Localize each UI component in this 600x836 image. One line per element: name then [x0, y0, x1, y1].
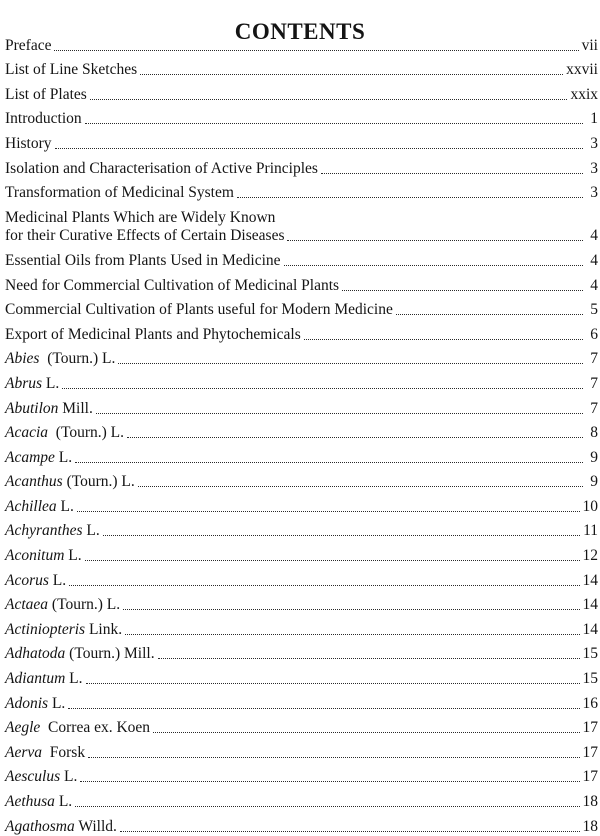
genus-name: Adonis: [5, 694, 49, 712]
entry-title: [5, 449, 72, 467]
genus-authority: Mill.: [62, 399, 93, 417]
entry-title-line-2: for their Curative Effects of Certain Diseases: [5, 227, 285, 245]
genus-name: Adiantum: [5, 670, 66, 688]
entry-title: [5, 818, 117, 836]
entry-title: [5, 350, 115, 368]
toc-entry-genus: [5, 663, 598, 688]
page-number: 9: [590, 448, 598, 466]
toc-entry-genus: [5, 590, 598, 615]
dot-leader: [80, 775, 579, 782]
toc-entry: [5, 104, 598, 129]
entry-title: [5, 424, 124, 442]
page-number: 6: [590, 325, 598, 343]
genus-name: Acanthus: [5, 473, 63, 491]
genus-name: Aethusa: [5, 793, 55, 810]
toc-entry-genus: [5, 762, 598, 787]
toc-entry-genus: [5, 491, 598, 516]
page-number: 7: [590, 399, 598, 417]
entry-title: [5, 670, 83, 688]
dot-leader: [86, 677, 580, 684]
toc-entry-genus: [5, 614, 598, 639]
page-number: 3: [590, 159, 598, 177]
page-number: 14: [582, 620, 598, 638]
dot-leader: [304, 333, 583, 340]
entry-title: [5, 473, 135, 491]
toc-entry-genus: [5, 368, 598, 393]
genus-name: Abutilon: [5, 399, 59, 417]
dot-leader: [88, 751, 579, 758]
toc-entry-genus: [5, 393, 598, 418]
entry-title: List of Line Sketches: [5, 61, 138, 79]
genus-authority: L.: [86, 522, 100, 540]
entry-title: [5, 645, 155, 663]
dot-leader: [237, 191, 583, 198]
dot-leader: [55, 142, 584, 149]
entry-title: List of Plates: [5, 85, 87, 103]
page-number: 18: [582, 817, 598, 835]
entry-title: Export of Medicinal Plants and Phytochemicals: [5, 325, 301, 343]
toc-entry-genus: [5, 737, 598, 762]
toc-entry: [5, 79, 598, 104]
page-number: 8: [590, 424, 598, 442]
genus-authority: Forsk: [49, 743, 86, 761]
genus-name: Abrus: [5, 374, 43, 392]
entry-title: [5, 400, 93, 418]
genus-name: Achillea: [5, 497, 57, 515]
page-number: 15: [582, 670, 598, 688]
dot-leader: [85, 117, 583, 124]
genus-name: Aesculus: [5, 768, 61, 786]
genus-name: Abies: [5, 350, 40, 368]
dot-leader: [103, 529, 580, 536]
dot-leader: [284, 259, 583, 266]
page-number: 4: [590, 276, 598, 294]
toc-entry: [5, 245, 598, 270]
entry-title: [5, 744, 85, 762]
page-number: 15: [582, 645, 598, 663]
toc-entry-genus: [5, 516, 598, 541]
page-number: vii: [581, 36, 598, 54]
page-number: 17: [582, 743, 598, 761]
entry-title: [5, 719, 150, 737]
dot-leader: [396, 308, 583, 315]
genus-authority: (Tourn.) L.: [55, 424, 125, 442]
genus-name: Aerva: [5, 743, 43, 761]
dot-leader: [77, 505, 580, 512]
genus-authority: Willd.: [78, 817, 117, 835]
dot-leader: [69, 579, 579, 586]
dot-leader: [54, 44, 578, 51]
toc-entry: [5, 270, 598, 295]
entry-title: Transformation of Medicinal System: [5, 184, 234, 202]
page-number: 17: [582, 719, 598, 737]
dot-leader: [153, 726, 579, 733]
page-title: CONTENTS: [234, 19, 366, 45]
genus-name: Aconitum: [5, 547, 65, 565]
genus-authority: L.: [68, 547, 82, 565]
entry-title: Essential Oils from Plants Used in Medicine: [5, 251, 281, 269]
entry-title: Preface: [5, 36, 52, 54]
genus-authority: L.: [52, 571, 67, 589]
entry-title: Introduction: [5, 110, 82, 128]
entry-title-line-1: Medicinal Plants Which are Widely Known: [5, 209, 276, 227]
toc-entry: [5, 202, 598, 245]
page-number: 14: [582, 596, 598, 614]
entry-title: [5, 572, 66, 590]
genus-name: Achyranthes: [5, 522, 83, 540]
entry-title: [5, 522, 100, 540]
dot-leader: [96, 407, 583, 414]
page-number: 18: [582, 793, 598, 810]
dot-leader: [138, 480, 583, 487]
page-number: 7: [590, 374, 598, 392]
dot-leader: [62, 382, 583, 389]
dot-leader: [342, 284, 583, 291]
dot-leader: [75, 800, 579, 807]
page-number: 17: [582, 768, 598, 786]
toc-entry-genus: [5, 786, 598, 811]
entry-title: Isolation and Characterisation of Active Principles: [5, 159, 318, 177]
entry-title: Commercial Cultivation of Plants useful for Modern Medicine: [5, 301, 393, 319]
entry-title: History: [5, 134, 52, 152]
page-number: xxvii: [566, 61, 598, 79]
genus-name: Adhatoda: [5, 645, 66, 663]
page-number: 3: [590, 134, 598, 152]
toc-entry-genus: [5, 344, 598, 369]
genus-authority: L.: [63, 768, 78, 786]
genus-name: Actaea: [5, 596, 49, 614]
dot-leader: [158, 652, 580, 659]
entry-title: [5, 793, 72, 811]
page-number: 14: [582, 571, 598, 589]
dot-leader: [85, 554, 580, 561]
toc-entry-genus: [5, 565, 598, 590]
entry-title: [5, 547, 82, 565]
genus-authority: (Tourn.) Mill.: [69, 645, 155, 663]
genus-name: Agathosma: [5, 817, 75, 835]
toc-entry-genus: [5, 442, 598, 467]
toc-entry-genus: [5, 713, 598, 738]
toc-entry: [5, 30, 598, 55]
genus-name: Acampe: [5, 448, 55, 466]
dot-leader: [125, 628, 579, 635]
toc-entry: [5, 319, 598, 344]
dot-leader: [321, 167, 583, 174]
entry-title: [5, 768, 77, 786]
dot-leader: [287, 234, 583, 241]
toc-entry-genus: [5, 540, 598, 565]
toc-entry: [5, 55, 598, 80]
page-number: 10: [582, 497, 598, 515]
page-number: 16: [582, 694, 598, 712]
toc-entry-genus: [5, 639, 598, 664]
entry-title: Need for Commercial Cultivation of Medicinal Plants: [5, 276, 340, 294]
toc-entry: [5, 153, 598, 178]
page-number: 7: [590, 350, 598, 368]
entry-title: [5, 209, 284, 245]
genus-authority: L.: [58, 793, 73, 810]
entry-title: [5, 621, 122, 639]
page-number: 9: [590, 473, 598, 491]
dot-leader: [120, 825, 580, 832]
genus-authority: L.: [60, 497, 74, 515]
page-number: 3: [590, 184, 598, 202]
genus-name: Acorus: [5, 571, 49, 589]
genus-authority: (Tourn.) L.: [66, 473, 135, 491]
dot-leader: [75, 456, 583, 463]
toc-entry-genus: [5, 467, 598, 492]
page-number: 5: [590, 301, 598, 319]
genus-authority: L.: [45, 374, 60, 392]
dot-leader: [123, 603, 579, 610]
dot-leader: [90, 93, 568, 100]
toc-entry-genus: [5, 811, 598, 836]
genus-authority: Link.: [88, 620, 123, 638]
dot-leader: [118, 357, 583, 364]
toc-entry: [5, 128, 598, 153]
toc-entry-genus: [5, 688, 598, 713]
page-number: 11: [583, 522, 598, 540]
genus-authority: L.: [51, 694, 66, 712]
toc-entry: [5, 178, 598, 203]
genus-name: Actiniopteris: [5, 620, 86, 638]
genus-name: Aegle: [5, 719, 41, 737]
dot-leader: [140, 68, 563, 75]
dot-leader: [127, 431, 583, 438]
page-number: 4: [590, 251, 598, 269]
page-number: 4: [590, 227, 598, 245]
page-number: 1: [590, 110, 598, 128]
genus-authority: Correa ex. Koen: [48, 719, 151, 737]
page-number: xxix: [570, 85, 598, 103]
entry-title: [5, 375, 59, 393]
page-number: 12: [582, 547, 598, 565]
genus-authority: (Tourn.) L.: [47, 350, 116, 368]
table-of-contents: [5, 30, 598, 836]
genus-authority: L.: [69, 670, 83, 688]
toc-entry: [5, 295, 598, 320]
toc-entry-genus: [5, 418, 598, 443]
dot-leader: [68, 702, 579, 709]
genus-authority: (Tourn.) L.: [51, 596, 121, 614]
entry-title: [5, 596, 120, 614]
genus-name: Acacia: [5, 424, 49, 442]
entry-title: [5, 695, 65, 713]
genus-authority: L.: [58, 448, 73, 466]
entry-title: [5, 498, 74, 516]
